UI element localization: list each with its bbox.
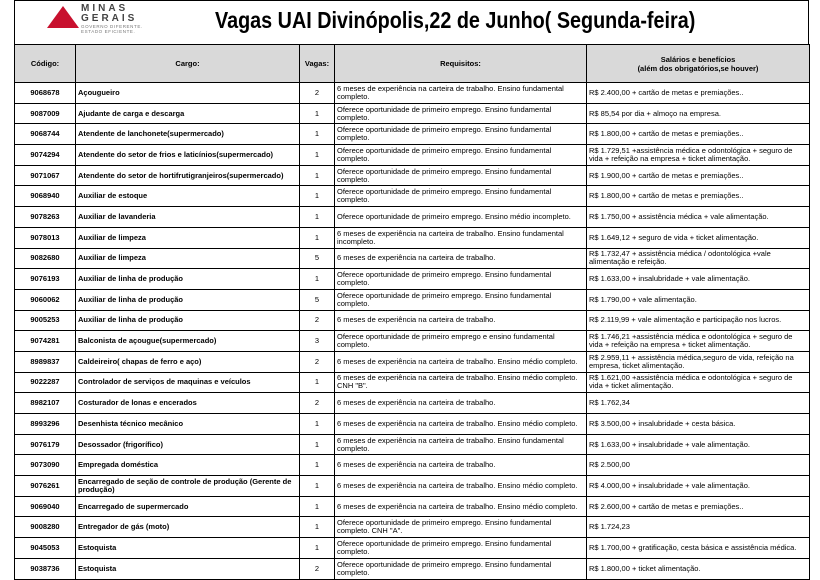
cell-salarios: R$ 1.729,51 +assistência médica e odontológica + seguro de vida + refeição na empresa + ticket alimentação. — [587, 145, 810, 166]
cell-requisitos: 6 meses de experiência na carteira de trabalho. — [335, 393, 587, 414]
cell-salarios: R$ 1.700,00 + gratificação, cesta básica e assistência médica. — [587, 538, 810, 559]
column-header-salarios: Salários e benefícios (além dos obrigatórios,se houver) — [587, 45, 810, 83]
cell-salarios: R$ 4.000,00 + insalubridade + vale alimentação. — [587, 476, 810, 497]
cell-requisitos: 6 meses de experiência na carteira de trabalho. Ensino médio completo. — [335, 351, 587, 372]
cell-codigo: 9074281 — [15, 331, 76, 352]
cell-vagas: 1 — [300, 165, 335, 186]
cell-requisitos: 6 meses de experiência na carteira de trabalho. Ensino fundamental completo. — [335, 434, 587, 455]
cell-codigo: 9038736 — [15, 558, 76, 579]
table-row — [15, 310, 810, 331]
cell-vagas: 1 — [300, 538, 335, 559]
cell-vagas: 1 — [300, 434, 335, 455]
table-row — [15, 289, 810, 310]
table-row — [15, 476, 810, 497]
cell-vagas: 1 — [300, 372, 335, 393]
cell-requisitos: 6 meses de experiência na carteira de trabalho. Ensino médio completo. — [335, 414, 587, 435]
cell-cargo: Desossador (frigorífico) — [76, 434, 300, 455]
cell-vagas: 1 — [300, 455, 335, 476]
cell-requisitos: Oferece oportunidade de primeiro emprego e ensino fundamental completo. — [335, 331, 587, 352]
cell-salarios: R$ 2.959,11 + assistência médica,seguro de vida, refeição na empresa, ticket alimentação. — [587, 351, 810, 372]
cell-codigo: 9068940 — [15, 186, 76, 207]
cell-salarios: R$ 1.800,00 + cartão de metas e premiações.. — [587, 124, 810, 145]
table-row — [15, 186, 810, 207]
table-body — [15, 83, 810, 580]
table-row — [15, 124, 810, 145]
cell-requisitos: 6 meses de experiência na carteira de trabalho. Ensino médio completo. — [335, 496, 587, 517]
cell-vagas: 1 — [300, 186, 335, 207]
cell-cargo: Empregada doméstica — [76, 455, 300, 476]
cell-cargo: Desenhista técnico mecânico — [76, 414, 300, 435]
table-row — [15, 207, 810, 228]
table-row — [15, 558, 810, 579]
cell-vagas: 1 — [300, 269, 335, 290]
cell-codigo: 8993296 — [15, 414, 76, 435]
cell-requisitos: 6 meses de experiência na carteira de trabalho. — [335, 455, 587, 476]
cell-cargo: Encarregado de seção de controle de produção (Gerente de produção) — [76, 476, 300, 497]
table-row — [15, 414, 810, 435]
cell-cargo: Estoquista — [76, 558, 300, 579]
cell-salarios: R$ 1.900,00 + cartão de metas e premiações.. — [587, 165, 810, 186]
vacancies-table — [14, 44, 810, 580]
table-row — [15, 331, 810, 352]
cell-salarios: R$ 2.119,99 + vale alimentação e participação nos lucros. — [587, 310, 810, 331]
cell-codigo: 9068678 — [15, 83, 76, 104]
table-row — [15, 517, 810, 538]
cell-salarios: R$ 1.762,34 — [587, 393, 810, 414]
cell-codigo: 9069040 — [15, 496, 76, 517]
cell-salarios: R$ 1.724,23 — [587, 517, 810, 538]
cell-requisitos: 6 meses de experiência na carteira de trabalho. Ensino fundamental incompleto. — [335, 227, 587, 248]
cell-requisitos: 6 meses de experiência na carteira de trabalho. Ensino fundamental completo. — [335, 83, 587, 104]
cell-requisitos: Oferece oportunidade de primeiro emprego. Ensino fundamental completo. — [335, 124, 587, 145]
cell-requisitos: 6 meses de experiência na carteira de trabalho. Ensino médio completo. — [335, 476, 587, 497]
cell-salarios: R$ 3.500,00 + insalubridade + cesta básica. — [587, 414, 810, 435]
cell-salarios: R$ 1.732,47 + assistência médica / odontológica +vale alimentação e refeição. — [587, 248, 810, 269]
cell-requisitos: Oferece oportunidade de primeiro emprego. Ensino médio incompleto. — [335, 207, 587, 228]
cell-codigo: 9076261 — [15, 476, 76, 497]
cell-vagas: 2 — [300, 83, 335, 104]
cell-cargo: Costurador de lonas e encerados — [76, 393, 300, 414]
cell-salarios: R$ 2.400,00 + cartão de metas e premiações.. — [587, 83, 810, 104]
cell-salarios: R$ 1.621,00 +assistência médica e odontológica + seguro de vida + ticket alimentação. — [587, 372, 810, 393]
cell-codigo: 9005253 — [15, 310, 76, 331]
table-row — [15, 496, 810, 517]
cell-cargo: Auxiliar de limpeza — [76, 227, 300, 248]
cell-vagas: 1 — [300, 207, 335, 228]
cell-vagas: 1 — [300, 227, 335, 248]
cell-cargo: Atendente do setor de frios e laticínios(supermercado) — [76, 145, 300, 166]
cell-salarios: R$ 1.790,00 + vale alimentação. — [587, 289, 810, 310]
logo-wordmark: MINAS GERAIS — [81, 3, 138, 24]
cell-salarios: R$ 1.800,00 + cartão de metas e premiações.. — [587, 186, 810, 207]
cell-codigo: 9073090 — [15, 455, 76, 476]
cell-cargo: Atendente do setor de hortifrutigranjeiros(supermercado) — [76, 165, 300, 186]
cell-codigo: 9076193 — [15, 269, 76, 290]
minas-gerais-logo — [47, 4, 189, 36]
cell-codigo: 9071067 — [15, 165, 76, 186]
table-row — [15, 269, 810, 290]
cell-vagas: 5 — [300, 289, 335, 310]
table-row — [15, 83, 810, 104]
cell-cargo: Atendente de lanchonete(supermercado) — [76, 124, 300, 145]
table-row — [15, 145, 810, 166]
table-row — [15, 393, 810, 414]
table-row — [15, 103, 810, 124]
cell-requisitos: Oferece oportunidade de primeiro emprego. Ensino fundamental completo. — [335, 103, 587, 124]
cell-cargo: Auxiliar de linha de produção — [76, 289, 300, 310]
page-header — [14, 0, 809, 44]
cell-codigo: 9078263 — [15, 207, 76, 228]
cell-cargo: Auxiliar de linha de produção — [76, 310, 300, 331]
cell-codigo: 9060062 — [15, 289, 76, 310]
cell-cargo: Auxiliar de limpeza — [76, 248, 300, 269]
cell-codigo: 8989837 — [15, 351, 76, 372]
cell-requisitos: Oferece oportunidade de primeiro emprego. Ensino fundamental completo. — [335, 186, 587, 207]
cell-codigo: 9045053 — [15, 538, 76, 559]
table-row — [15, 434, 810, 455]
logo-tagline: GOVERNO DIFERENTE. ESTADO EFICIENTE. — [81, 24, 143, 34]
cell-vagas: 2 — [300, 393, 335, 414]
cell-codigo: 9082680 — [15, 248, 76, 269]
column-header-vagas: Vagas: — [300, 45, 335, 83]
table-row — [15, 227, 810, 248]
cell-cargo: Encarregado de supermercado — [76, 496, 300, 517]
cell-cargo: Caldeireiro( chapas de ferro e aço) — [76, 351, 300, 372]
cell-codigo: 9008280 — [15, 517, 76, 538]
cell-requisitos: Oferece oportunidade de primeiro emprego. Ensino fundamental completo. CNH "A". — [335, 517, 587, 538]
cell-codigo: 9076179 — [15, 434, 76, 455]
cell-requisitos: Oferece oportunidade de primeiro emprego. Ensino fundamental completo. — [335, 558, 587, 579]
table-row — [15, 248, 810, 269]
column-header-codigo: Código: — [15, 45, 76, 83]
cell-vagas: 1 — [300, 145, 335, 166]
cell-cargo: Auxiliar de lavanderia — [76, 207, 300, 228]
triangle-logo-icon — [47, 6, 79, 28]
cell-salarios: R$ 2.500,00 — [587, 455, 810, 476]
cell-codigo: 8982107 — [15, 393, 76, 414]
table-row — [15, 372, 810, 393]
cell-vagas: 1 — [300, 476, 335, 497]
page-title: Vagas UAI Divinópolis,22 de Junho( Segunda-feira) — [215, 7, 696, 33]
cell-salarios: R$ 2.600,00 + cartão de metas e premiações.. — [587, 496, 810, 517]
cell-cargo: Auxiliar de linha de produção — [76, 269, 300, 290]
cell-vagas: 5 — [300, 248, 335, 269]
cell-salarios: R$ 1.800,00 + ticket alimentação. — [587, 558, 810, 579]
cell-vagas: 1 — [300, 124, 335, 145]
cell-vagas: 2 — [300, 558, 335, 579]
table-row — [15, 351, 810, 372]
cell-vagas: 1 — [300, 414, 335, 435]
cell-cargo: Auxiliar de estoque — [76, 186, 300, 207]
cell-requisitos: 6 meses de experiência na carteira de trabalho. Ensino médio completo. CNH "B". — [335, 372, 587, 393]
cell-codigo: 9068744 — [15, 124, 76, 145]
cell-requisitos: 6 meses de experiência na carteira de trabalho. — [335, 310, 587, 331]
cell-vagas: 3 — [300, 331, 335, 352]
cell-cargo: Açougueiro — [76, 83, 300, 104]
cell-salarios: R$ 85,54 por dia + almoço na empresa. — [587, 103, 810, 124]
table-row — [15, 455, 810, 476]
cell-codigo: 9078013 — [15, 227, 76, 248]
cell-requisitos: Oferece oportunidade de primeiro emprego. Ensino fundamental completo. — [335, 145, 587, 166]
cell-codigo: 9074294 — [15, 145, 76, 166]
table-header-row — [15, 45, 810, 83]
cell-salarios: R$ 1.750,00 + assistência médica + vale alimentação. — [587, 207, 810, 228]
column-header-cargo: Cargo: — [76, 45, 300, 83]
cell-requisitos: Oferece oportunidade de primeiro emprego. Ensino fundamental completo. — [335, 289, 587, 310]
cell-vagas: 1 — [300, 103, 335, 124]
column-header-requisitos: Requisitos: — [335, 45, 587, 83]
cell-cargo: Estoquista — [76, 538, 300, 559]
cell-requisitos: Oferece oportunidade de primeiro emprego. Ensino fundamental completo. — [335, 538, 587, 559]
cell-vagas: 2 — [300, 310, 335, 331]
cell-vagas: 1 — [300, 496, 335, 517]
cell-codigo: 9087009 — [15, 103, 76, 124]
table-row — [15, 538, 810, 559]
cell-vagas: 1 — [300, 517, 335, 538]
cell-salarios: R$ 1.746,21 +assistência médica e odontológica + seguro de vida + refeição na empresa + ticket alimentação. — [587, 331, 810, 352]
table-row — [15, 165, 810, 186]
cell-codigo: 9022287 — [15, 372, 76, 393]
cell-cargo: Balconista de açougue(supermercado) — [76, 331, 300, 352]
cell-cargo: Entregador de gás (moto) — [76, 517, 300, 538]
cell-cargo: Controlador de serviços de maquinas e veículos — [76, 372, 300, 393]
cell-requisitos: Oferece oportunidade de primeiro emprego. Ensino fundamental completo. — [335, 165, 587, 186]
cell-cargo: Ajudante de carga e descarga — [76, 103, 300, 124]
cell-salarios: R$ 1.633,00 + insalubridade + vale alimentação. — [587, 434, 810, 455]
cell-requisitos: Oferece oportunidade de primeiro emprego. Ensino fundamental completo. — [335, 269, 587, 290]
cell-salarios: R$ 1.633,00 + insalubridade + vale alimentação. — [587, 269, 810, 290]
cell-salarios: R$ 1.649,12 + seguro de vida + ticket alimentação. — [587, 227, 810, 248]
cell-requisitos: 6 meses de experiência na carteira de trabalho. — [335, 248, 587, 269]
cell-vagas: 2 — [300, 351, 335, 372]
